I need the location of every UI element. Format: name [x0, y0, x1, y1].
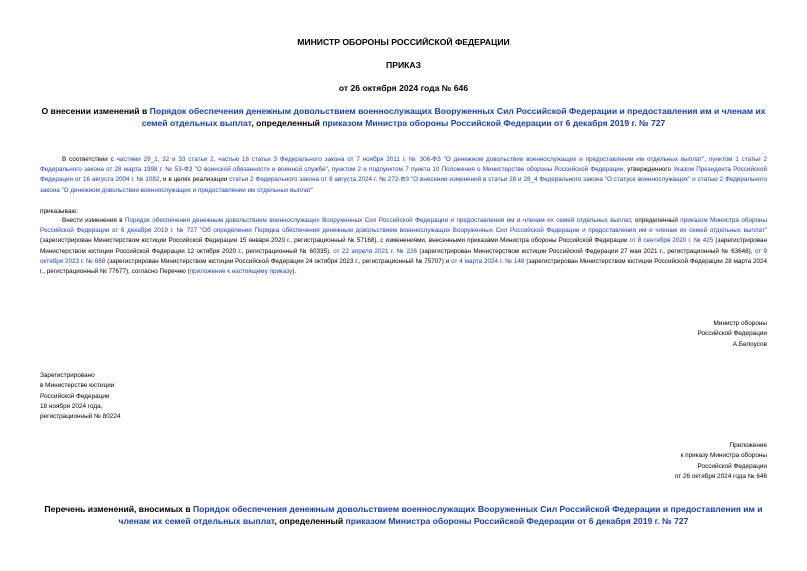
- signature-name: А.Белоусов: [732, 340, 767, 348]
- order-date-number: от 26 октября 2024 года № 646: [338, 83, 469, 93]
- law-parts-link[interactable]: частями 29_1, 32 и 33 статьи 2: [116, 156, 214, 163]
- order-688-link[interactable]: от 9 октября 2023 г. № 688: [40, 247, 767, 265]
- preamble-text-1: В соответствии с: [62, 156, 117, 163]
- body-paragraph: [40, 216, 767, 277]
- preamble-text-3: ,: [704, 156, 709, 163]
- registration-line-1: Зарегистрировано: [40, 372, 95, 379]
- title-text-2: , определенный: [251, 118, 323, 128]
- signature-block: [560, 319, 767, 350]
- law-53-link[interactable]: пунктом 1 статьи 2 Федерального закона от 28 марта 1998 г. № 53-ФЗ "О воинской обязанности и военной службе": [40, 156, 768, 174]
- order-word: приказываю:: [40, 208, 78, 215]
- body-procedure-link[interactable]: Порядок обеспечения денежным довольствием военнослужащих Вооруженных Сил Российской Федерации и предоставления им и членам их семей отдельных выплат: [125, 217, 631, 224]
- preamble-text-5: , утвержденного: [623, 166, 674, 174]
- law-306-link[interactable]: частью 18 статьи 3 Федерального закона от 7 ноября 2011 г. № 306-ФЗ "О денежном довольствии военнослужащих и предоставлении им отдельных выплат": [218, 156, 705, 163]
- procedure-link[interactable]: Порядок обеспечения денежным довольствием военнослужащих Вооруженных Сил Российской Федерации и предоставления им и членам их семей отдельных выплат: [141, 106, 766, 128]
- appendix-block: [560, 441, 767, 482]
- appendix-line-1: Приложение: [729, 442, 767, 449]
- order-title: [40, 105, 767, 129]
- appendix-line-3: Российской Федерации: [697, 462, 767, 470]
- signature-position: Министр обороны: [713, 320, 767, 327]
- list-procedure-link[interactable]: Порядок обеспечения денежным довольствием военнослужащих Вооруженных Сил Российской Федерации и предоставления им и членам их семей отдельных выплат: [118, 504, 763, 526]
- body-text-7: (зарегистрирован Министерством юстиции Российской Федерации 28 марта 2024 г., регистрационный № 77677), согласно Перечню (: [40, 257, 767, 276]
- ministry-heading: МИНИСТР ОБОРОНЫ РОССИЙСКОЙ ФЕДЕРАЦИИ: [297, 37, 510, 47]
- body-order-727-link[interactable]: приказом Министра обороны Российской Федерации от 6 декабря 2019 г. № 727 "Об определении Порядка обеспечения денежным довольствием военнослужащих Вооруженных Сил Российской Федерации и предоставления им и членам их семей отдельных выплат": [40, 217, 767, 235]
- body-text-1: Внести изменения в: [62, 217, 126, 224]
- appendix-line-4: от 26 октября 2024 года № 646: [674, 472, 767, 480]
- body-text-3: (зарегистрирован Министерством юстиции Российской Федерации 15 января 2020 г., регистрационный № 57168), с изменениями, внесенными приказами Министра обороны Российской Федерации: [40, 237, 630, 245]
- body-text-6: (зарегистрирован Министерством юстиции Российской Федерации 24 октября 2023 г., регистрационный № 75707) и: [105, 257, 452, 265]
- doc-type-heading: ПРИКАЗ: [386, 60, 421, 70]
- preamble-text-4: ,: [327, 166, 332, 174]
- ministry-regulation-link[interactable]: пунктом 2 и подпунктом 7 пункта 10 Положения о Министерстве обороны Российской Федерации: [331, 166, 624, 174]
- preamble-text-2: ,: [213, 156, 219, 163]
- registration-block: [40, 371, 290, 422]
- preamble-text-6: , и в целях реализации: [159, 176, 230, 184]
- body-text-5: (зарегистрирован Министерством юстиции Российской Федерации 27 мая 2021 г., регистрационный № 63648),: [416, 247, 755, 255]
- list-title-text-2: , определенный: [274, 516, 346, 526]
- order-727-link[interactable]: приказом Министра обороны Российской Федерации от 6 декабря 2019 г. № 727: [322, 118, 666, 128]
- order-425-link[interactable]: от 8 сентября 2020 г. № 425: [629, 237, 714, 245]
- list-title-text-1: Перечень изменений, вносимых в: [44, 504, 193, 514]
- body-text-4: (зарегистрирован Министерством юстиции Российской Федерации 12 октября 2020 г., регистрационный № 60335),: [40, 237, 767, 255]
- body-text-8: ).: [292, 268, 297, 276]
- body-text-2: , определенный: [630, 217, 681, 224]
- list-title: [40, 503, 767, 527]
- registration-line-3: Российской Федерации: [40, 392, 110, 400]
- list-order-727-link[interactable]: приказом Министра обороны Российской Федерации от 6 декабря 2019 г. № 727: [345, 516, 689, 526]
- signature-country: Российской Федерации: [697, 330, 767, 338]
- registration-line-4: 18 ноября 2024 года,: [40, 402, 103, 410]
- appendix-link[interactable]: приложение к настоящему приказу: [189, 268, 293, 276]
- order-226-link[interactable]: от 22 апреля 2021 г. № 226: [333, 247, 417, 255]
- preamble-paragraph: [40, 155, 767, 196]
- law-272-link[interactable]: статьи 2 Федерального закона от 8 августа 2024 г. № 272-ФЗ "О внесении изменений в статьи 28 и 28_4 Федерального закона "О статусе военнослужащих" и статью 2 Федерального закона "О денежном довольствии военнослужащих и предоставлении им отдельных выплат": [40, 176, 767, 194]
- decree-1082-link[interactable]: Указом Президента Российской Федерации от 16 августа 2004 г. № 1082: [40, 166, 767, 184]
- order-148-link[interactable]: от 4 марта 2024 г. № 148: [451, 257, 525, 265]
- appendix-line-2: к приказу Министра обороны: [680, 452, 767, 460]
- title-text-1: О внесении изменений в: [41, 106, 150, 116]
- registration-line-5: регистрационный № 80224: [40, 413, 121, 421]
- registration-line-2: в Министерстве юстиции: [40, 382, 115, 390]
